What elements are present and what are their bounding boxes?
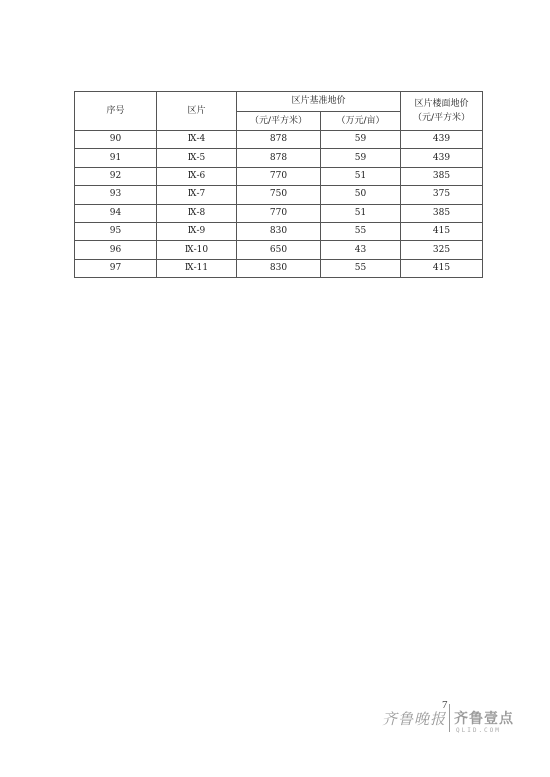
table-row bbox=[75, 131, 483, 149]
cell-zone: Ⅸ-6 bbox=[157, 167, 237, 185]
header-base-price: 区片基准地价 bbox=[237, 92, 401, 112]
cell-price-wan-mu: 51 bbox=[321, 167, 401, 185]
header-zone: 区片 bbox=[157, 92, 237, 131]
cell-price-yuan-sqm: 770 bbox=[237, 204, 321, 222]
cell-price-yuan-sqm: 750 bbox=[237, 186, 321, 204]
cell-price-wan-mu: 55 bbox=[321, 259, 401, 277]
cell-price-wan-mu: 43 bbox=[321, 241, 401, 259]
cell-seq: 94 bbox=[75, 204, 157, 222]
cell-price-yuan-sqm: 770 bbox=[237, 167, 321, 185]
cell-seq: 93 bbox=[75, 186, 157, 204]
cell-seq: 92 bbox=[75, 167, 157, 185]
cell-floor-price: 385 bbox=[401, 167, 483, 185]
cell-price-wan-mu: 59 bbox=[321, 131, 401, 149]
cell-zone: Ⅸ-10 bbox=[157, 241, 237, 259]
cell-seq: 95 bbox=[75, 222, 157, 240]
land-price-table bbox=[74, 91, 483, 278]
cell-price-yuan-sqm: 878 bbox=[237, 149, 321, 167]
newspaper-watermark: 齐鲁晚报 bbox=[382, 710, 447, 728]
cell-floor-price: 439 bbox=[401, 149, 483, 167]
table-row bbox=[75, 204, 483, 222]
header-unit-wan: （万元/亩） bbox=[321, 112, 401, 131]
header-seq: 序号 bbox=[75, 92, 157, 131]
cell-zone: Ⅸ-7 bbox=[157, 186, 237, 204]
page-number: 7 bbox=[442, 699, 448, 711]
cell-price-wan-mu: 51 bbox=[321, 204, 401, 222]
cell-price-wan-mu: 50 bbox=[321, 186, 401, 204]
table-row bbox=[75, 149, 483, 167]
footer-divider bbox=[449, 704, 450, 732]
cell-zone: Ⅸ-9 bbox=[157, 222, 237, 240]
table-row bbox=[75, 222, 483, 240]
header-floor-price-title: 区片楼面地价 bbox=[414, 99, 469, 109]
cell-zone: Ⅸ-5 bbox=[157, 149, 237, 167]
table-row bbox=[75, 186, 483, 204]
cell-zone: Ⅸ-11 bbox=[157, 259, 237, 277]
cell-seq: 97 bbox=[75, 259, 157, 277]
watermark-url: QLID.COM bbox=[456, 727, 501, 734]
cell-floor-price: 439 bbox=[401, 131, 483, 149]
app-watermark: 齐鲁壹点 bbox=[454, 711, 514, 727]
page-footer bbox=[382, 700, 532, 750]
cell-floor-price: 385 bbox=[401, 204, 483, 222]
cell-seq: 90 bbox=[75, 131, 157, 149]
cell-price-yuan-sqm: 830 bbox=[237, 222, 321, 240]
cell-price-wan-mu: 55 bbox=[321, 222, 401, 240]
cell-zone: Ⅸ-8 bbox=[157, 204, 237, 222]
table-row bbox=[75, 241, 483, 259]
cell-floor-price: 415 bbox=[401, 259, 483, 277]
table-row bbox=[75, 259, 483, 277]
table-row bbox=[75, 167, 483, 185]
cell-seq: 96 bbox=[75, 241, 157, 259]
header-unit-yuan: （元/平方米） bbox=[237, 112, 321, 131]
header-floor-price bbox=[401, 92, 483, 131]
cell-zone: Ⅸ-4 bbox=[157, 131, 237, 149]
cell-price-yuan-sqm: 830 bbox=[237, 259, 321, 277]
cell-price-wan-mu: 59 bbox=[321, 149, 401, 167]
cell-floor-price: 375 bbox=[401, 186, 483, 204]
cell-seq: 91 bbox=[75, 149, 157, 167]
cell-floor-price: 325 bbox=[401, 241, 483, 259]
header-floor-price-unit: （元/平方米） bbox=[412, 113, 471, 123]
cell-price-yuan-sqm: 878 bbox=[237, 131, 321, 149]
cell-price-yuan-sqm: 650 bbox=[237, 241, 321, 259]
cell-floor-price: 415 bbox=[401, 222, 483, 240]
